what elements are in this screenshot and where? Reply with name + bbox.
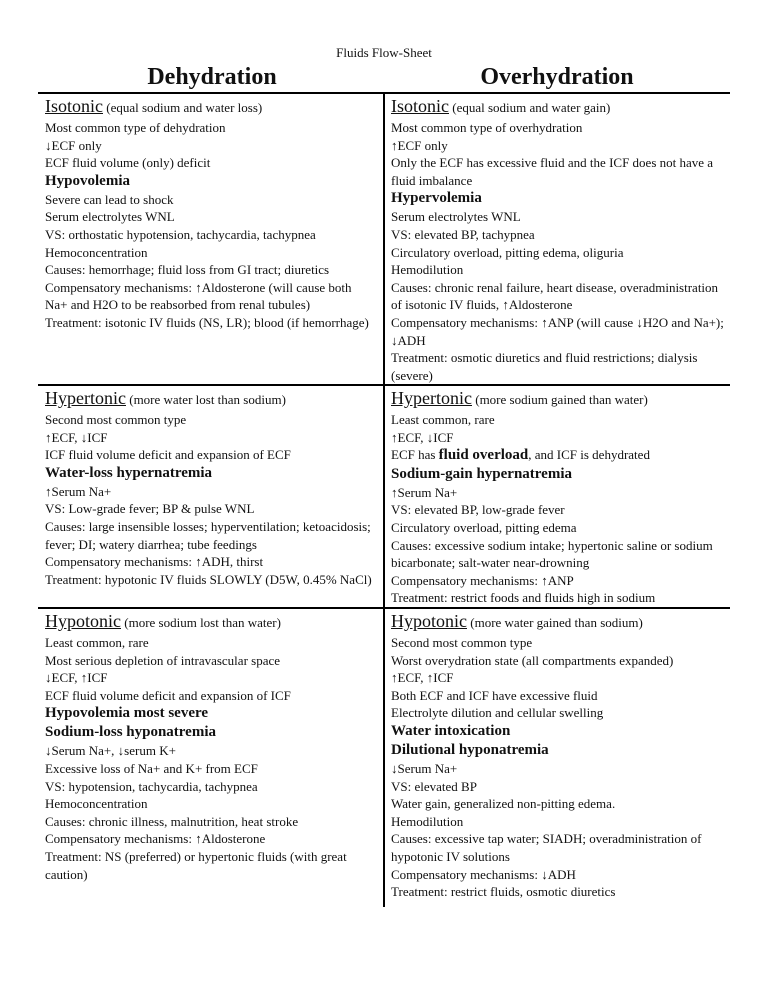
text-line: Treatment: restrict foods and fluids high in sodium — [391, 590, 656, 606]
text-line: Second most common type — [391, 635, 533, 650]
overhydration-header: Overhydration — [480, 64, 634, 90]
dehydration-isotonic-cell — [45, 95, 377, 332]
text-line: Hemodilution — [391, 813, 464, 829]
section-title: Hypotonic (more sodium lost than water) — [45, 611, 281, 631]
overhydration-hypotonic-cell — [391, 610, 727, 901]
text-line: Serum electrolytes WNL — [45, 209, 175, 225]
text-line: Hemoconcentration — [45, 244, 148, 260]
text-line: ECF has fluid overload, and ICF is dehydrated — [391, 447, 650, 464]
subheading: Hypovolemia most severe — [45, 705, 209, 722]
text-line: Hemodilution — [391, 262, 464, 278]
text-line: Worst overydration state (all compartments expanded) — [391, 652, 674, 668]
text-line: Least common, rare — [45, 635, 149, 650]
text-line: Causes: hemorrhage; fluid loss from GI tract; diuretics — [45, 262, 330, 278]
text-line: Causes: excessive tap water; SIADH; overadministration of hypotonic IV solutions — [391, 831, 702, 864]
fluid-overload-emphasis: fluid overload — [438, 447, 529, 464]
text-line: VS: hypotension, tachycardia, tachypnea — [45, 778, 258, 794]
section-title: Hypertonic (more water lost than sodium) — [45, 388, 286, 408]
text-line: VS: elevated BP — [391, 778, 477, 794]
text-line: ↑ECF, ↑ICF — [391, 670, 454, 686]
subheading: Hypervolemia — [391, 190, 482, 207]
text-line: Causes: large insensible losses; hyperventilation; ketoacidosis; fever; DI; watery diarrhea; tube feedings — [45, 518, 371, 552]
text-line: ↑ECF only — [391, 137, 448, 153]
section-title: Hypotonic (more water gained than sodium) — [391, 611, 643, 631]
text-line: ↑ECF, ↓ICF — [45, 429, 108, 445]
dehydration-header: Dehydration — [147, 64, 277, 90]
text-line: Excessive loss of Na+ and K+ from ECF — [45, 760, 258, 776]
text-line: Treatment: restrict fluids, osmotic diuretics — [391, 884, 616, 900]
subheading: Dilutional hyponatremia — [391, 741, 549, 758]
text-line: Treatment: hypotonic IV fluids SLOWLY (D5W, 0.45% NaCl) — [45, 571, 372, 587]
dehydration-hypotonic-cell — [45, 610, 377, 883]
text-line: VS: Low-grade fever; BP & pulse WNL — [45, 501, 255, 517]
subheading: Water-loss hypernatremia — [45, 464, 213, 481]
text-line: Electrolyte dilution and cellular swelling — [391, 705, 604, 721]
text-line: Causes: chronic illness, malnutrition, heat stroke — [45, 813, 299, 829]
text-line: Severe can lead to shock — [45, 191, 174, 207]
text-line: Circulatory overload, pitting edema — [391, 519, 577, 535]
text-line: ↓ECF only — [45, 137, 102, 153]
text-line: Water gain, generalized non-pitting edema. — [391, 796, 616, 812]
text-line: Compensatory mechanisms: ↑Aldosterone — [45, 831, 266, 847]
text-line: Causes: excessive sodium intake; hypertonic saline or sodium bicarbonate; salt-water near-drowning — [391, 537, 713, 571]
text-line: Compensatory mechanisms: ↑ANP — [391, 572, 574, 588]
text-line: VS: elevated BP, tachypnea — [391, 226, 535, 242]
subheading: Sodium-gain hypernatremia — [391, 465, 572, 482]
text-line: Compensatory mechanisms: ↑Aldosterone (will cause both Na+ and H2O to be reabsorbed from renal tubules) — [45, 279, 352, 313]
text-line: Circulatory overload, pitting edema, oliguria — [391, 244, 624, 260]
overhydration-hypertonic-cell — [391, 387, 727, 607]
text-line: Causes: chronic renal failure, heart disease, overadministration of isotonic IV fluids, ↑Aldosterone — [391, 279, 719, 313]
text-line: Both ECF and ICF have excessive fluid — [391, 687, 598, 703]
text-line: ↓Serum Na+, ↓serum K+ — [45, 743, 176, 759]
text-line: Most serious depletion of intravascular space — [45, 652, 281, 668]
text-line: ECF fluid volume deficit and expansion of ICF — [45, 687, 291, 703]
text-line: ↑ECF, ↓ICF — [391, 429, 454, 445]
row-divider-2 — [38, 607, 730, 609]
page-title: Fluids Flow-Sheet — [336, 45, 432, 60]
text-line: ↓ECF, ↑ICF — [45, 670, 108, 686]
text-line: Most common type of dehydration — [45, 120, 226, 135]
section-title: Hypertonic (more sodium gained than water) — [391, 388, 648, 408]
subheading: Sodium-loss hyponatremia — [45, 724, 217, 741]
text-line: VS: orthostatic hypotension, tachycardia, tachypnea — [45, 226, 316, 242]
text-line: Treatment: isotonic IV fluids (NS, LR); blood (if hemorrhage) — [45, 314, 369, 330]
section-title: Isotonic (equal sodium and water gain) — [391, 96, 611, 116]
text-line: VS: elevated BP, low-grade fever — [391, 502, 565, 518]
center-divider — [383, 92, 385, 907]
text-line: Most common type of overhydration — [391, 120, 583, 135]
text-line: Treatment: osmotic diuretics and fluid restrictions; dialysis (severe) — [391, 350, 698, 383]
section-title: Isotonic (equal sodium and water loss) — [45, 96, 263, 116]
text-line: Second most common type — [45, 412, 187, 427]
text-line: Least common, rare — [391, 412, 495, 427]
dehydration-hypertonic-cell — [45, 387, 377, 588]
subheading: Hypovolemia — [45, 172, 130, 189]
text-line: ↓Serum Na+ — [391, 760, 458, 776]
text-line: ECF fluid volume (only) deficit — [45, 155, 211, 171]
text-line: Hemoconcentration — [45, 796, 148, 812]
text-line: Compensatory mechanisms: ↑ADH, thirst — [45, 554, 264, 570]
text-line: ↑Serum Na+ — [391, 484, 458, 500]
overhydration-isotonic-cell — [391, 95, 727, 384]
text-line: Compensatory mechanisms: ↓ADH — [391, 866, 576, 882]
text-line: Serum electrolytes WNL — [391, 209, 521, 225]
subheading: Water intoxication — [391, 722, 511, 739]
text-line: Treatment: NS (preferred) or hypertonic fluids (with great caution) — [45, 848, 347, 882]
text-line: Compensatory mechanisms: ↑ANP (will cause ↓H2O and Na+); ↓ADH — [391, 314, 724, 348]
text-line: ICF fluid volume deficit and expansion of ECF — [45, 447, 291, 463]
text-line: Only the ECF has excessive fluid and the ICF does not have a fluid imbalance — [391, 155, 714, 188]
text-line: ↑Serum Na+ — [45, 483, 112, 499]
